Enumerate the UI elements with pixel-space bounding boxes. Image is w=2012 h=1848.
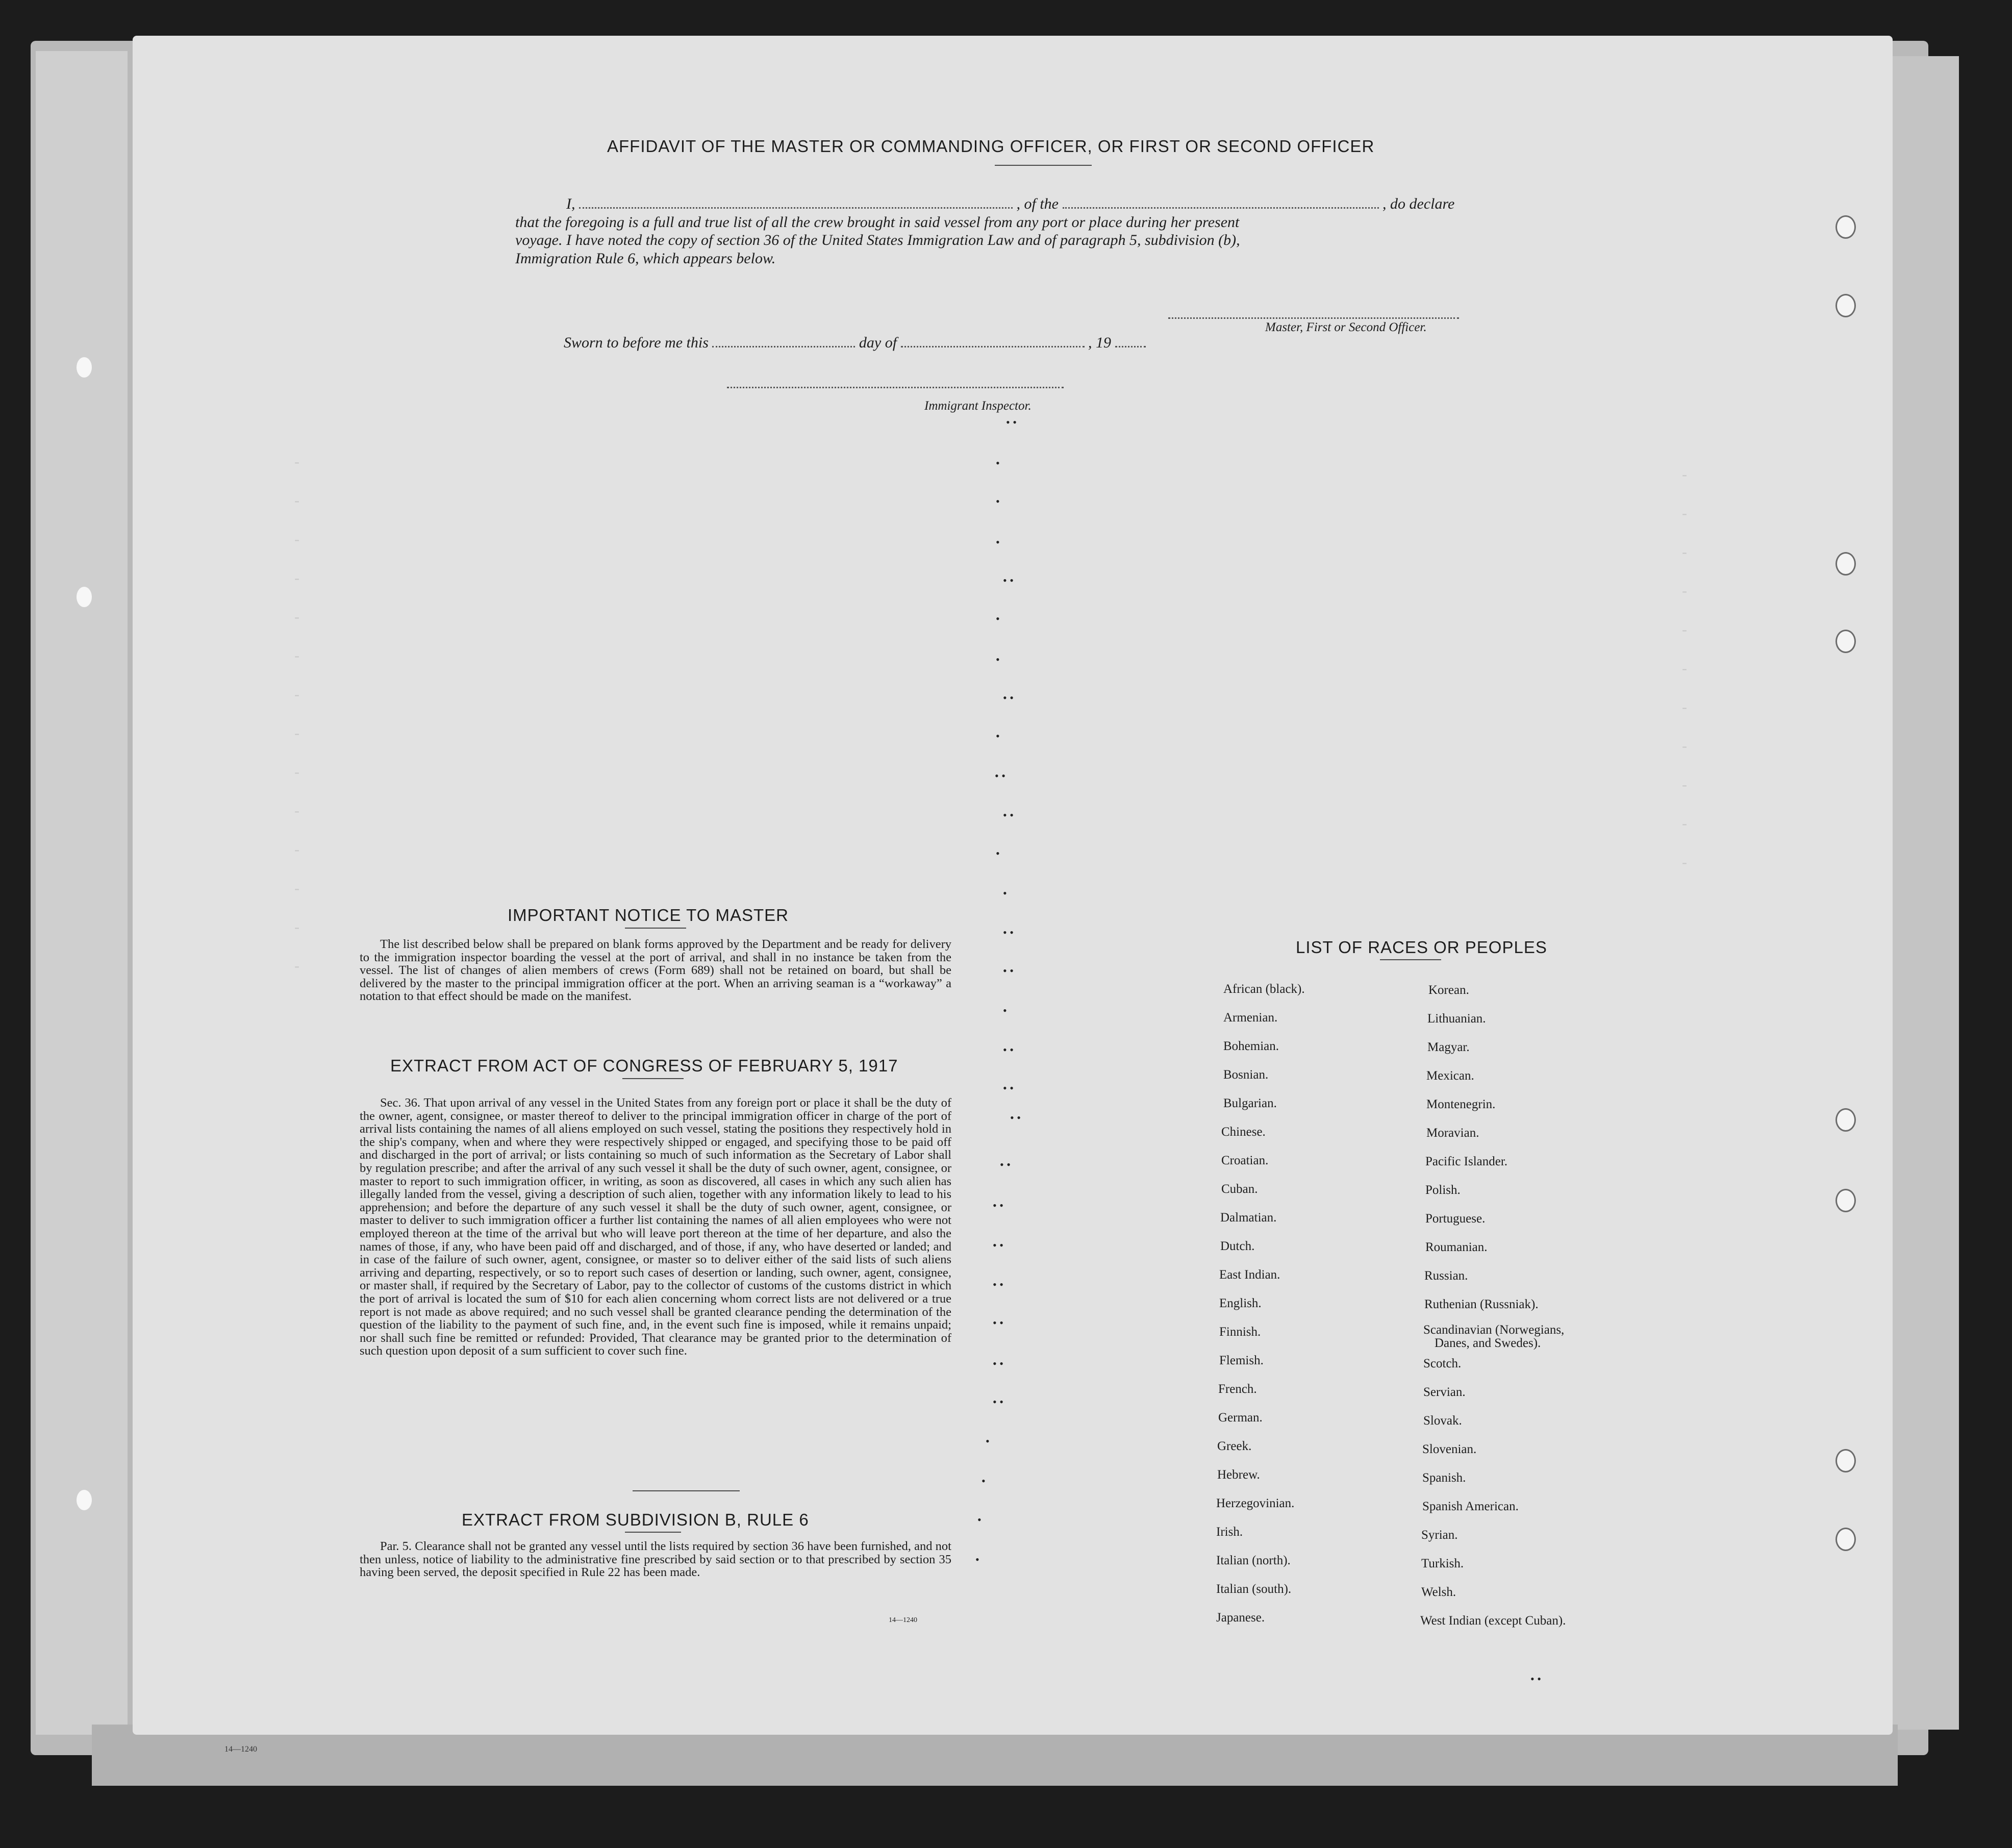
- race-left-3: Bohemian.: [1223, 1039, 1279, 1053]
- race-right-6: Moravian.: [1426, 1126, 1479, 1140]
- affidavit-declare: , do declare: [1382, 195, 1455, 212]
- race-right-10: Roumanian.: [1425, 1240, 1488, 1254]
- race-left-11: East Indian.: [1219, 1268, 1280, 1282]
- affidavit-title: AFFIDAVIT OF THE MASTER OR COMMANDING OFFICER, OR FIRST OR SECOND OFFICER: [607, 137, 1375, 156]
- ditto-mark: • •: [1003, 809, 1014, 821]
- punch-hole: [1835, 1528, 1856, 1551]
- binder-hole: [77, 587, 92, 607]
- race-right-2: Lithuanian.: [1427, 1012, 1486, 1026]
- section-36-paragraph: Sec. 36. That upon arrival of any vessel in the United States from any foreign port or place it shall be the duty of the owner, agent, consignee, or master thereof to deliver to the principal immigration officer in charge of the port of arrival lists containing the names of all aliens employed on such vessel, stating the positions they respectively hold in the ship's company, when and where they were respectively shipped or engaged, and specifying those to be paid off and discharged in the port of arrival; or lists containing so much of such information as the Secretary of Labor shall by regulation prescribe; and after the arrival of any such vessel it shall be the duty of such owner, agent, consignee, or master to report to such immigration officer, in writing, as soon as discovered, all cases in which any such alien has illegally landed from the vessel, giving a description of such alien, together with any information likely to lead to his apprehension; and before the departure of any such vessel it shall be the duty of such owner, agent, consignee, or master to deliver to such immigration officer a further list containing the names of all alien employees who were not employed thereon at the time of the arrival but who will leave port thereon at the time of her departure, and also the names of those, if any, who have been paid off and discharged, and of those, if any, who have deserted or landed; and in case of the failure of such owner, agent, consignee, or master so to deliver either of the said lists of such aliens arriving and departing, respectively, or so to report such cases of desertion or landing, such owner, agent, consignee, or master shall, if required by the Secretary of Labor, pay to the collector of customs of the customs district in which the port of arrival is located the sum of $10 for each alien concerning whom correct lists are not delivered or a true report is not made as above required; and no such vessel shall be granted clearance pending the determination of the question of the liability to the payment of such fine, and, in the event such fine is imposed, while it remains unpaid; nor shall such fine be remitted or refunded: Provided, That clearance may be granted prior to the determination of such question upon deposit of a sum sufficient to cover such fine.: [360, 1096, 951, 1358]
- race-right-7: Pacific Islander.: [1425, 1155, 1508, 1168]
- ditto-mark: •: [996, 457, 1000, 469]
- sworn-prefix: Sworn to before me this: [564, 334, 709, 351]
- master-signature-label: Master, First or Second Officer.: [1265, 320, 1427, 334]
- race-right-9: Portuguese.: [1425, 1212, 1486, 1226]
- punch-hole: [1835, 1449, 1856, 1472]
- ditto-mark: • •: [995, 769, 1005, 782]
- race-right-13: Scandinavian (Norwegians,: [1423, 1323, 1565, 1337]
- ditto-mark: • •: [1530, 1672, 1541, 1685]
- race-left-21: Italian (north).: [1216, 1554, 1291, 1567]
- race-right-24: West Indian (except Cuban).: [1420, 1614, 1566, 1628]
- race-left-19: Herzegovinian.: [1216, 1496, 1295, 1510]
- extract-act-rule: [622, 1078, 684, 1079]
- ditto-mark: •: [977, 1513, 982, 1526]
- race-right-15: Scotch.: [1423, 1357, 1462, 1370]
- ditto-mark: •: [975, 1553, 979, 1566]
- punch-hole: [1835, 294, 1856, 317]
- ditto-mark: • •: [993, 1357, 1003, 1370]
- ditto-mark: • •: [1003, 1082, 1014, 1094]
- race-left-13: Finnish.: [1219, 1325, 1261, 1339]
- ditto-mark: • •: [1000, 1158, 1011, 1171]
- sworn-line: [564, 334, 1146, 352]
- ditto-mark: •: [996, 536, 1000, 548]
- extract-rule-rule: [625, 1532, 681, 1533]
- affidavit-declaration-line: [566, 195, 1454, 213]
- ditto-mark: •: [982, 1475, 986, 1487]
- race-left-4: Bosnian.: [1223, 1068, 1269, 1082]
- manifest-page: [133, 36, 1893, 1735]
- race-left-1: African (black).: [1223, 982, 1305, 996]
- ditto-mark: •: [1003, 887, 1007, 900]
- race-right-22: Turkish.: [1421, 1557, 1464, 1570]
- races-rule: [1380, 959, 1441, 960]
- punch-hole: [1835, 215, 1856, 239]
- ditto-mark: •: [996, 612, 1000, 625]
- notice-paragraph: The list described below shall be prepared on blank forms approved by the Department and be ready for delivery to the immigration inspector boarding the vessel at the port of arrival, and shall in no instance be taken from the vessel. The list of changes of alien members of crews (Form 689) shall not be retained on board, but shall be delivered by the master to the principal immigration officer at the port. When an arriving seaman is a “workaway” a notation to that effect should be made on the manifest.: [360, 937, 951, 1004]
- notice-title: IMPORTANT NOTICE TO MASTER: [508, 906, 789, 925]
- sworn-day-of: day of: [859, 334, 897, 351]
- notice-text: [360, 938, 951, 1003]
- ditto-mark: • •: [993, 1199, 1003, 1212]
- race-left-22: Italian (south).: [1216, 1582, 1292, 1596]
- extract-act-end-rule: [633, 1490, 740, 1491]
- affidavit-line-4: Immigration Rule 6, which appears below.: [515, 250, 776, 267]
- ditto-mark: • •: [1006, 416, 1017, 429]
- show-through-typing: - - - - - - - - - - - - - -: [292, 456, 301, 976]
- race-left-15: French.: [1218, 1382, 1257, 1396]
- bottom-form-number: 14—1240: [224, 1745, 257, 1754]
- race-left-23: Japanese.: [1216, 1611, 1265, 1625]
- race-right-17: Slovak.: [1423, 1414, 1462, 1428]
- binder-hole: [77, 357, 92, 378]
- races-title: LIST OF RACES OR PEOPLES: [1296, 938, 1547, 957]
- ditto-mark: • •: [993, 1316, 1003, 1329]
- ditto-mark: • •: [1003, 1043, 1014, 1056]
- race-left-18: Hebrew.: [1217, 1468, 1260, 1482]
- race-right-5: Montenegrin.: [1426, 1097, 1496, 1111]
- punch-hole: [1835, 1108, 1856, 1132]
- race-right-23: Welsh.: [1421, 1585, 1456, 1599]
- punch-hole: [1835, 552, 1856, 576]
- vessel-blank[interactable]: [1063, 196, 1379, 209]
- race-right-16: Servian.: [1423, 1385, 1466, 1399]
- inspector-signature-blank[interactable]: [727, 376, 1064, 388]
- race-right-12: Ruthenian (Russniak).: [1424, 1297, 1539, 1311]
- affidavit-line-3: voyage. I have noted the copy of section 36 of the United States Immigration Law and of paragraph 5, subdivision (b),: [515, 232, 1240, 248]
- master-signature-blank[interactable]: [1168, 306, 1459, 319]
- ditto-mark: •: [986, 1435, 990, 1447]
- ditto-mark: •: [996, 847, 1000, 860]
- ditto-mark: • •: [993, 1239, 1003, 1252]
- ditto-mark: • •: [1003, 964, 1014, 977]
- par-5-paragraph: Par. 5. Clearance shall not be granted any vessel until the lists required by section 36 have been furnished, and not then unless, notice of liability to the administrative fine prescribed by said section or to that prescribed by section 35 having been served, the deposit specified in Rule 22 has been made.: [360, 1539, 951, 1580]
- extract-rule-text: [360, 1540, 951, 1579]
- name-blank[interactable]: [579, 196, 1013, 209]
- race-right-8: Polish.: [1425, 1183, 1461, 1197]
- binder-hole: [77, 1490, 92, 1510]
- race-left-12: English.: [1219, 1296, 1262, 1310]
- punch-hole: [1835, 630, 1856, 653]
- race-left-16: German.: [1218, 1411, 1263, 1425]
- race-left-17: Greek.: [1217, 1439, 1252, 1453]
- race-left-9: Dalmatian.: [1220, 1211, 1277, 1225]
- ditto-mark: • •: [1010, 1111, 1021, 1124]
- race-left-6: Chinese.: [1221, 1125, 1266, 1139]
- affidavit-of-the: , of the: [1016, 195, 1059, 212]
- race-left-8: Cuban.: [1221, 1182, 1258, 1196]
- title-rule: [995, 165, 1092, 166]
- binder-strip: [36, 51, 128, 1735]
- notice-rule: [625, 928, 686, 929]
- race-left-20: Irish.: [1216, 1525, 1243, 1539]
- sworn-year: , 19: [1088, 334, 1112, 351]
- affidavit-line-2: that the foregoing is a full and true list of all the crew brought in said vessel from any port or place during her present: [515, 214, 1240, 231]
- affidavit-i: I,: [566, 195, 575, 212]
- ditto-mark: • •: [993, 1278, 1003, 1291]
- race-left-5: Bulgarian.: [1223, 1096, 1277, 1110]
- sworn-day-blank[interactable]: [712, 335, 855, 347]
- race-right-1: Korean.: [1428, 983, 1469, 997]
- inspector-label: Immigrant Inspector.: [924, 399, 1032, 413]
- ditto-mark: • •: [993, 1395, 1003, 1408]
- race-right-3: Magyar.: [1427, 1040, 1470, 1054]
- ditto-mark: •: [1003, 1004, 1007, 1017]
- show-through-typing: - - - - - - - - - - -: [1680, 468, 1689, 872]
- race-right-19: Spanish.: [1422, 1471, 1466, 1485]
- form-number: 14—1240: [889, 1616, 917, 1624]
- ditto-mark: • •: [1003, 926, 1014, 939]
- race-right-18: Slovenian.: [1422, 1442, 1477, 1456]
- race-right-20: Spanish American.: [1422, 1500, 1519, 1513]
- extract-rule-title: EXTRACT FROM SUBDIVISION B, RULE 6: [462, 1510, 809, 1529]
- extract-act-text: [360, 1096, 951, 1358]
- ditto-mark: • •: [1003, 691, 1014, 704]
- sworn-year-blank[interactable]: [1115, 335, 1146, 347]
- race-left-7: Croatian.: [1221, 1154, 1269, 1167]
- extract-act-title: EXTRACT FROM ACT OF CONGRESS OF FEBRUARY 5, 1917: [390, 1056, 898, 1075]
- race-right-4: Mexican.: [1426, 1069, 1474, 1083]
- ditto-mark: •: [996, 730, 1000, 742]
- race-left-10: Dutch.: [1220, 1239, 1255, 1253]
- ditto-mark: •: [996, 653, 1000, 666]
- race-right-14: Danes, and Swedes).: [1435, 1336, 1541, 1350]
- punch-hole: [1835, 1189, 1856, 1212]
- race-right-11: Russian.: [1424, 1269, 1468, 1283]
- ditto-mark: • •: [1003, 574, 1014, 587]
- sworn-month-blank[interactable]: [901, 335, 1085, 347]
- race-right-21: Syrian.: [1421, 1528, 1458, 1542]
- ditto-mark: •: [996, 495, 1000, 508]
- race-left-2: Armenian.: [1223, 1011, 1278, 1025]
- race-left-14: Flemish.: [1219, 1354, 1264, 1367]
